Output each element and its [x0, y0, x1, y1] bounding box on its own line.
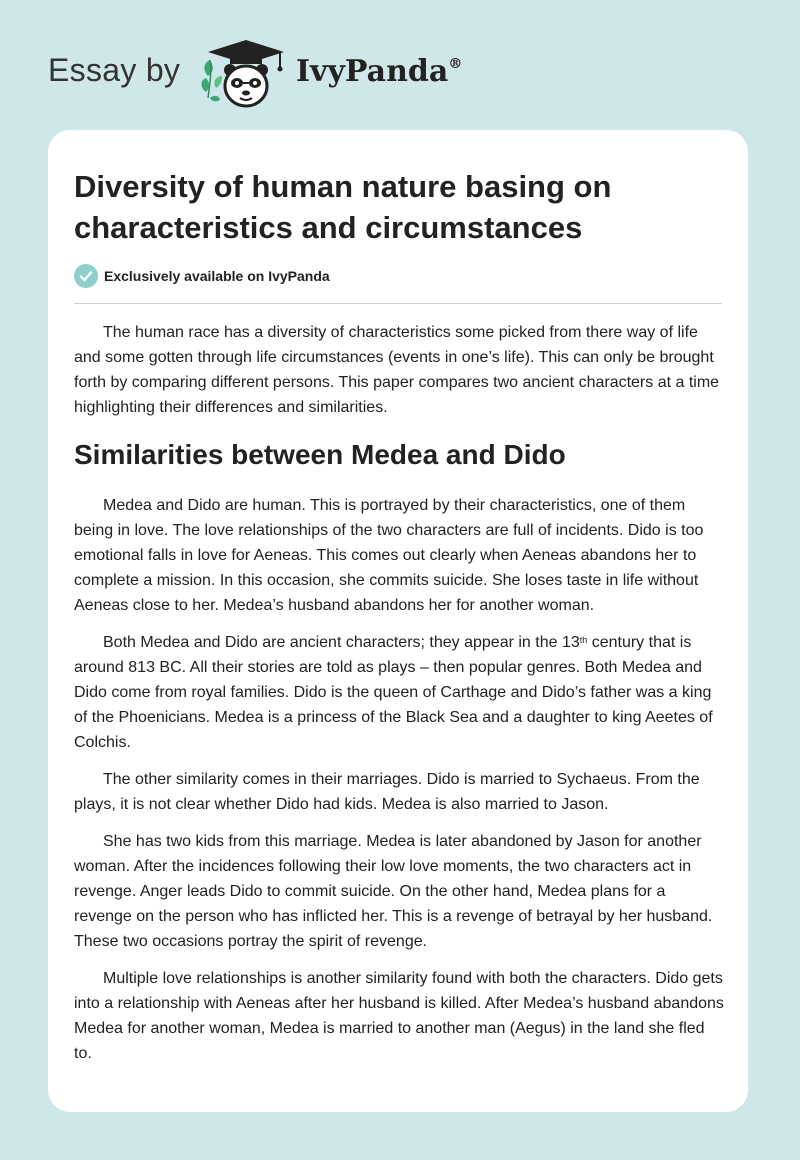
badge-text: Exclusively available on IvyPanda [104, 268, 330, 284]
paragraph-3: The other similarity comes in their marriages. Dido is married to Sychaeus. From the plays, it is not clear whether Dido had kids. Medea is also married to Jason. [74, 771, 700, 813]
paragraph-4: She has two kids from this marriage. Medea is later abandoned by Jason for another woman. After the incidences following their low love moments, the two characters act in revenge. Anger leads Dido to commit suicide. On the other hand, Medea plans for a revenge on the person who has inflicted her. This is a revenge of betrayal by her husband. These two occasions portray the spirit of revenge. [74, 833, 713, 950]
checkmark-icon [74, 264, 98, 288]
essay-by-label: Essay by [48, 52, 181, 88]
exclusive-badge [74, 264, 330, 288]
paragraph-5: Multiple love relationships is another similarity found with both the characters. Dido gets into a relationship with Aeneas after her husband is killed. After Medea’s husband abandons Medea for another woman, Medea is married to another man (Aegus) in the land she fled to. [74, 970, 724, 1062]
essay-title: Diversity of human nature basing on characteristics and circumstances [74, 169, 612, 245]
registered-mark: ® [448, 56, 463, 72]
paragraph-2-end: century that is around 813 BC. All their stories are told as plays – then popular genres. Both Medea and Dido come from royal families. Dido is the queen of Carthage and Dido’s father was a king of the Phoenicians. Medea is a princess of the Black Sea and a daughter to king Aeetes of Colchis. [74, 634, 713, 751]
section-heading: Similarities between Medea and Dido [74, 439, 566, 470]
essay-card [48, 130, 748, 1112]
brand-name-text: IvyPanda [296, 54, 449, 89]
ordinal-superscript: th [579, 635, 588, 645]
paragraph-1: Medea and Dido are human. This is portrayed by their characteristics, one of them being in love. The love relationships of the two characters are full of incidents. Dido is too emotional falls in love for Aeneas. This comes out clearly when Aeneas abandons her to complete a mission. In this occasion, she commits suicide. She loses taste in life without Aeneas close to her. Medea’s husband abandons her for another woman. [74, 497, 704, 614]
paragraph-2-start: Both Medea and Dido are ancient characters; they appear in the 13 [103, 634, 580, 651]
paragraph-intro: The human race has a diversity of characteristics some picked from there way of life and some gotten through life circumstances (events in one’s life). This can only be brought forth by comparing different persons. This paper compares two ancient characters at a time highlighting their differences and similarities. [74, 324, 720, 416]
ivypanda-logo-icon[interactable] [200, 36, 292, 112]
paragraph-2 [74, 630, 724, 755]
divider [74, 303, 722, 304]
brand-name[interactable] [296, 54, 462, 89]
essay-body [74, 320, 724, 1078]
site-header [0, 0, 800, 130]
